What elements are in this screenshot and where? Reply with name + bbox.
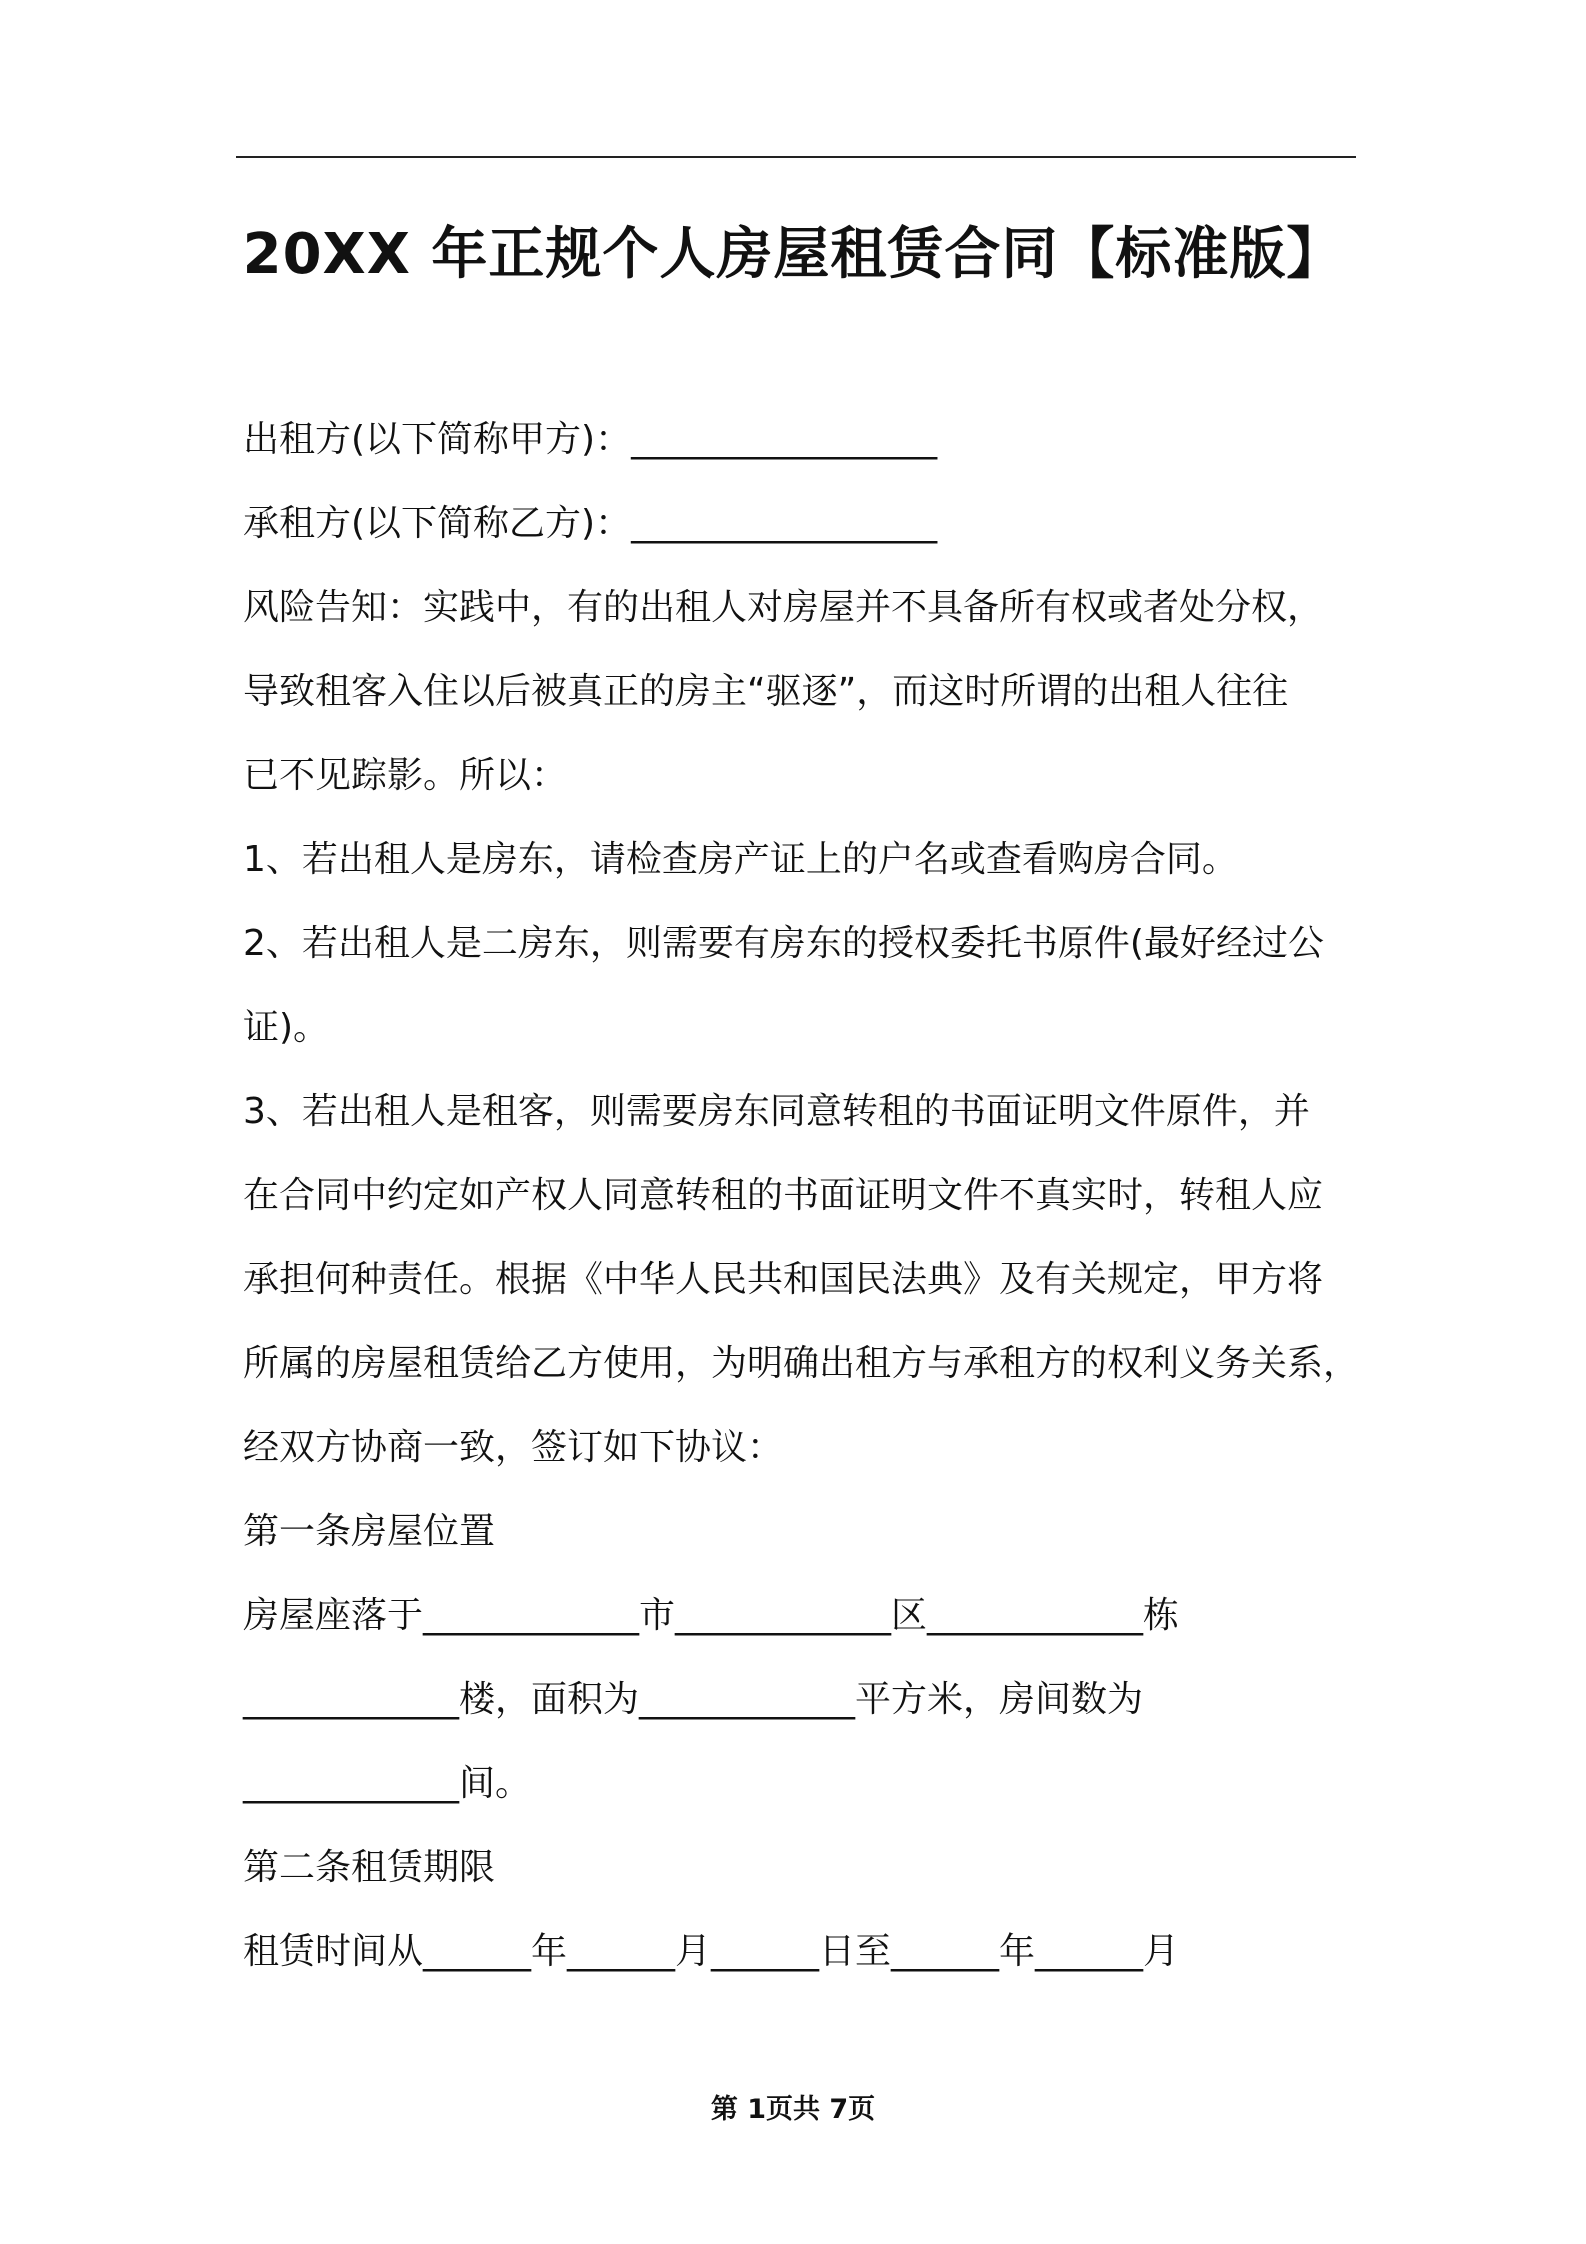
article-1-line: 房屋座落于____________市____________区____________栋 xyxy=(243,1595,1180,1636)
article-1-line: ____________间。 xyxy=(243,1763,532,1804)
article-1-line: ____________楼，面积为____________平方米，房间数为 xyxy=(243,1679,1144,1720)
article-2-line: 租赁时间从______年______月______日至______年______月 xyxy=(243,1931,1180,1972)
lessor-line: 出租方(以下简称甲方)：_________________ xyxy=(243,419,938,460)
header-rule xyxy=(236,156,1356,158)
article-2-heading: 第二条租赁期限 xyxy=(243,1847,496,1888)
checklist-item-2-cont: 证)。 xyxy=(243,1007,330,1048)
page-number: 第 1页共 7页 xyxy=(710,2094,876,2125)
checklist-item-3: 3、若出租人是租客，则需要房东同意转租的书面证明文件原件，并 xyxy=(243,1091,1310,1132)
checklist-item-1: 1、若出租人是房东，请检查房产证上的户名或查看购房合同。 xyxy=(243,839,1238,880)
preamble-line: 所属的房屋租赁给乙方使用，为明确出租方与承租方的权利义务关系， xyxy=(243,1343,1360,1384)
preamble-line: 经双方协商一致，签订如下协议： xyxy=(243,1427,784,1468)
article-1-heading: 第一条房屋位置 xyxy=(243,1511,496,1552)
risk-notice-line: 导致租客入住以后被真正的房主“驱逐”，而这时所谓的出租人往往 xyxy=(243,671,1289,712)
risk-notice-line: 风险告知：实践中，有的出租人对房屋并不具备所有权或者处分权， xyxy=(243,587,1324,628)
checklist-item-3-cont: 在合同中约定如产权人同意转租的书面证明文件不真实时，转租人应 xyxy=(243,1175,1324,1216)
document-title: 20XX 年正规个人房屋租赁合同【标准版】 xyxy=(242,222,1344,287)
preamble-line: 承担何种责任。根据《中华人民共和国民法典》及有关规定，甲方将 xyxy=(243,1259,1324,1300)
risk-notice-line: 已不见踪影。所以： xyxy=(243,755,568,796)
lessee-line: 承租方(以下简称乙方)：_________________ xyxy=(243,503,938,544)
document-body xyxy=(243,398,1383,1994)
checklist-item-2: 2、若出租人是二房东，则需要有房东的授权委托书原件(最好经过公 xyxy=(243,923,1324,964)
